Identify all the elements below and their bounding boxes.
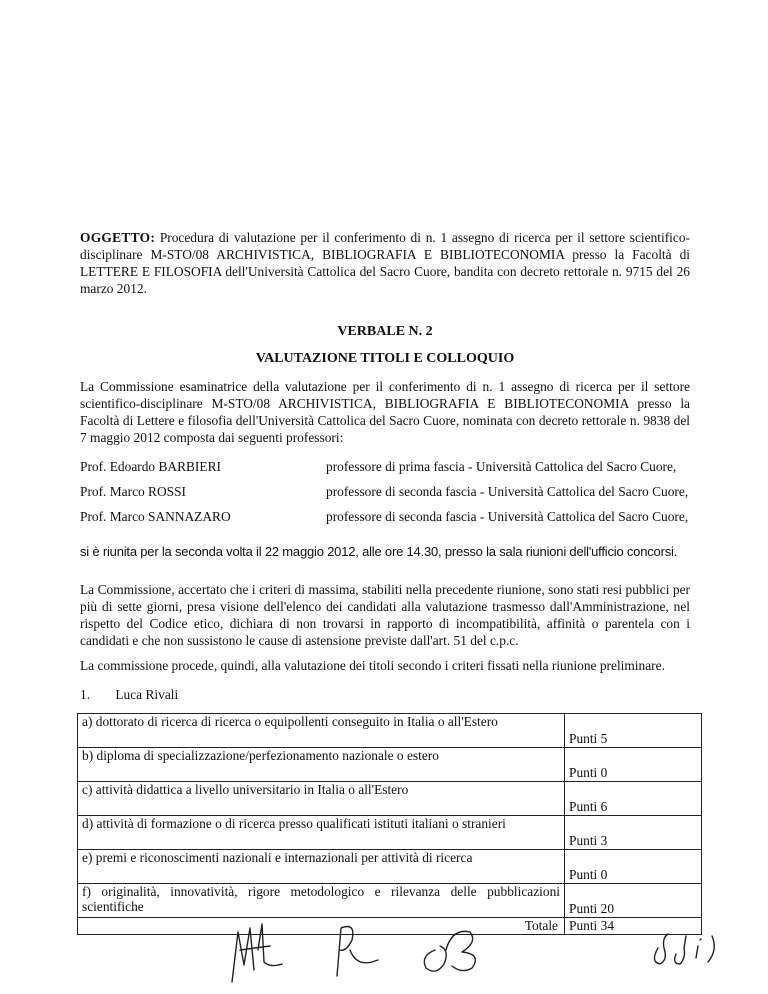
points-cell: Punti 5 [565, 714, 702, 748]
professor-role: professore di seconda fascia - Università Cattolica del Sacro Cuore, [326, 484, 689, 499]
professor-name: Prof. Marco ROSSI [80, 484, 187, 499]
table-row [78, 714, 702, 748]
professor-name: Prof. Marco SANNAZARO [80, 509, 231, 524]
points-cell: Punti 3 [565, 816, 702, 850]
minutes-title: VERBALE N. 2 [337, 324, 433, 339]
points-cell: Punti 0 [565, 850, 702, 884]
candidate-heading [80, 687, 178, 703]
professor-role: professore di seconda fascia - Università Cattolica del Sacro Cuore, [326, 509, 689, 524]
total-points: Punti 34 [565, 918, 702, 935]
subject-paragraph [80, 229, 690, 297]
criterion-cell: b) diploma di specializzazione/perfezionamento nazionale o estero [78, 748, 565, 782]
table-row [78, 782, 702, 816]
professor-role: professore di prima fascia - Università Cattolica del Sacro Cuore, [326, 459, 677, 474]
criterion-cell: f) originalità, innovatività, rigore metodologico e rilevanza delle pubblicazioni scientifiche [78, 884, 565, 918]
signature-2 [337, 927, 378, 977]
scores-table [77, 713, 702, 935]
meeting-paragraph: si è riunita per la seconda volta il 22 maggio 2012, alle ore 14.30, presso la sala riunioni dell'ufficio concorsi. [80, 544, 678, 559]
signature-1 [232, 924, 282, 982]
criterion-cell: e) premi e riconoscimenti nazionali e internazionali per attività di ricerca [78, 850, 565, 884]
professor-list [80, 459, 695, 534]
points-cell: Punti 6 [565, 782, 702, 816]
criterion-cell: a) dottorato di ricerca di ricerca o equipollenti conseguito in Italia o all'Estero [78, 714, 565, 748]
signature-4 [654, 934, 714, 964]
professor-row [80, 509, 695, 534]
professor-row [80, 484, 695, 509]
professor-row [80, 459, 695, 484]
signatures [0, 910, 768, 990]
criterion-cell: d) attività di formazione o di ricerca presso qualificati istituti italiani o stranieri [78, 816, 565, 850]
professor-name: Prof. Edoardo BARBIERI [80, 459, 221, 474]
subject-label: OGGETTO: [80, 230, 156, 245]
candidate-number: 1. [80, 687, 91, 702]
table-row [78, 748, 702, 782]
commission-paragraph: La Commissione esaminatrice della valutazione per il conferimento di n. 1 assegno di ricerca per il settore scientifico-disciplinare M-STO/08 ARCHIVISTICA, BIBLIOGRAFIA E BIBLIOTECONOMIA presso la Facoltà di Lettere e filosofia dell'Università Cattolica del Sacro Cuore, nominata con decreto rettorale n. 9838 del 7 maggio 2012 composta dai seguenti professori: [80, 379, 690, 445]
subject-text: Procedura di valutazione per il conferimento di n. 1 assegno di ricerca per il settore scientifico-disciplinare M-STO/08 ARCHIVISTICA, BIBLIOGRAFIA E BIBLIOTECONOMIA presso la Facoltà di LETTERE E FILOSOFIA dell'Università Cattolica del Sacro Cuore, bandita con decreto rettorale n. 9715 del 26 marzo 2012. [80, 230, 690, 296]
signature-3 [424, 931, 475, 971]
table-row [78, 816, 702, 850]
table-row [78, 850, 702, 884]
points-cell: Punti 20 [565, 884, 702, 918]
candidate-name: Luca Rivali [115, 687, 179, 702]
minutes-subtitle: VALUTAZIONE TITOLI E COLLOQUIO [255, 351, 515, 366]
ethics-paragraph: La Commissione, accertato che i criteri di massima, stabiliti nella precedente riunione, sono stati resi pubblici per più di sette giorni, presa visione dell'elenco dei candidati alla valutazione trasmesso dall'Amministrazione, nel rispetto del Codice etico, dichiara di non trovarsi in rapporto di incompatibilità, affinità o parentela con i candidati e che non sussistono le cause di astensione previste dall'art. 51 del c.p.c. [80, 582, 690, 648]
points-cell: Punti 0 [565, 748, 702, 782]
total-label: Totale [78, 918, 565, 935]
handwritten-signatures [0, 910, 768, 990]
criterion-cell: c) attività didattica a livello universitario in Italia o all'Estero [78, 782, 565, 816]
procedure-paragraph: La commissione procede, quindi, alla valutazione dei titoli secondo i criteri fissati nella riunione preliminare. [80, 658, 665, 673]
